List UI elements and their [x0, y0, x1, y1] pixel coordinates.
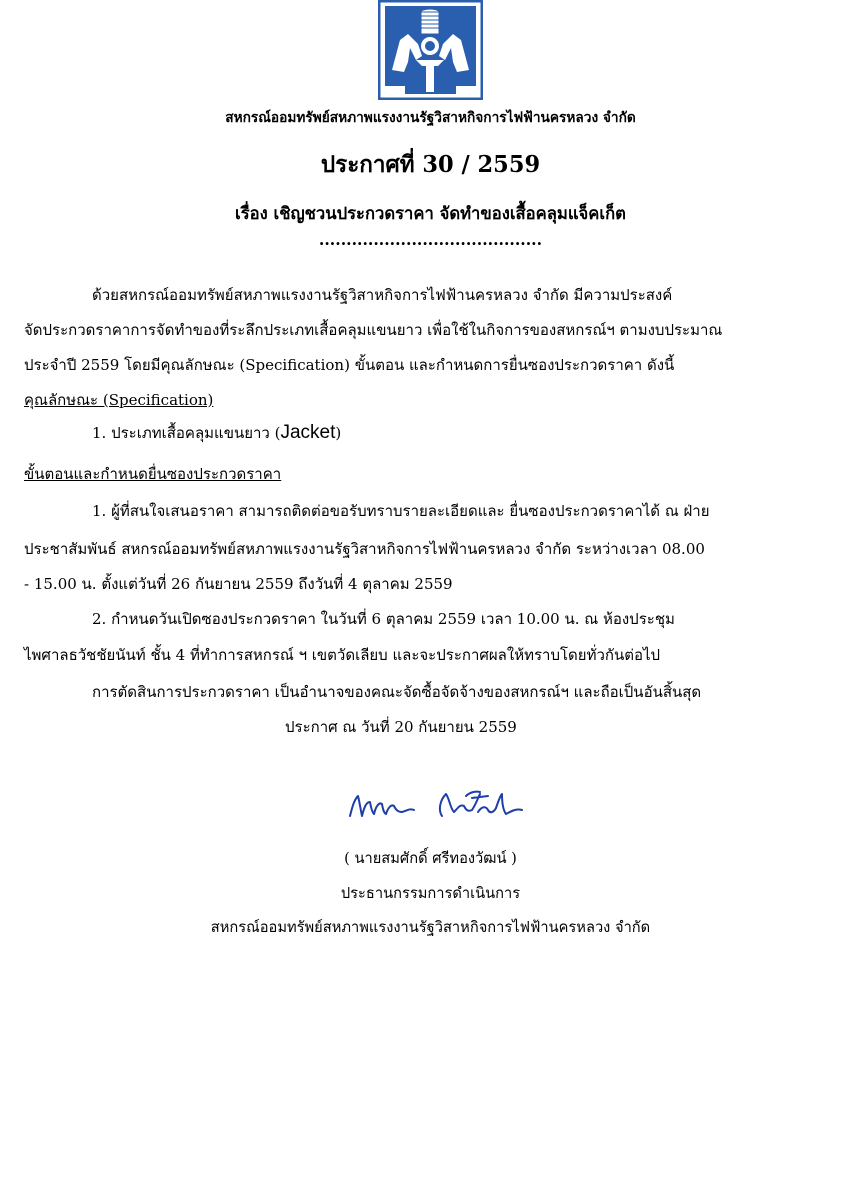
intro-line-2: จัดประกวดราคาการจัดทำของที่ระลึกประเภทเสื้อคลุมแขนยาว เพื่อใช้ในกิจการของสหกรณ์ฯ ตามงบประมาณ: [24, 321, 723, 339]
announcement-subject: เรื่อง เชิญชวนประกวดราคา จัดทำของเสื้อคลุมแจ็คเก็ต: [235, 204, 626, 224]
decision-line: การตัดสินการประกวดราคา เป็นอำนาจของคณะจัดซื้อจัดจ้างของสหกรณ์ฯ และถือเป็นอันสิ้นสุด: [92, 683, 702, 701]
step2-line-1: 2. กำหนดวันเปิดซองประกวดราคา ในวันที่ 6 ตุลาคม 2559 เวลา 10.00 น. ณ ห้องประชุม: [92, 610, 675, 628]
organization-header: สหกรณ์ออมทรัพย์สหภาพแรงงานรัฐวิสาหกิจการไฟฟ้านครหลวง จำกัด: [225, 110, 636, 126]
intro-line-3: ประจำปี 2559 โดยมีคุณลักษณะ (Specification) ขั้นตอน และกำหนดการยื่นซองประกวดราคา ดังนี้: [24, 356, 675, 374]
spec-heading: คุณลักษณะ (Specification): [24, 391, 214, 409]
spec-item: [92, 421, 341, 445]
announce-date: ประกาศ ณ วันที่ 20 กันยายน 2559: [285, 718, 517, 736]
separator-dots: .........................................: [318, 230, 543, 249]
step2-line-2: ไพศาลธวัชชัยนันท์ ชั้น 4 ที่ทำการสหกรณ์ ฯ เขตวัดเลียบ และจะประกาศผลให้ทราบโดยทั่วกันต่อไป: [24, 646, 661, 664]
spec-item-close: ): [335, 424, 342, 442]
announcement-title: ประกาศที่ 30 / 2559: [320, 151, 541, 178]
spec-item-text: 1. ประเภทเสื้อคลุมแขนยาว (: [92, 424, 281, 442]
signer-position: ประธานกรรมการดำเนินการ: [340, 884, 521, 902]
step1-line-1: 1. ผู้ที่สนใจเสนอราคา สามารถติดต่อขอรับทราบรายละเอียดและ ยื่นซองประกวดราคาได้ ณ ฝ่าย: [92, 502, 710, 520]
step1-line-2: ประชาสัมพันธ์ สหกรณ์ออมทรัพย์สหภาพแรงงานรัฐวิสาหกิจการไฟฟ้านครหลวง จำกัด ระหว่างเวลา 08.00: [24, 540, 705, 558]
step1-line-3: - 15.00 น. ตั้งแต่วันที่ 26 กันยายน 2559 ถึงวันที่ 4 ตุลาคม 2559: [24, 575, 453, 593]
handwritten-signature: [346, 786, 546, 826]
steps-heading: ขั้นตอนและกำหนดยื่นซองประกวดราคา: [24, 465, 282, 483]
intro-line-1: ด้วยสหกรณ์ออมทรัพย์สหภาพแรงงานรัฐวิสาหกิจการไฟฟ้านครหลวง จำกัด มีความประสงค์: [92, 286, 673, 304]
cooperative-logo: [378, 0, 483, 100]
signer-name: ( นายสมศักดิ์ ศรีทองวัฒน์ ): [344, 849, 517, 867]
signer-organization: สหกรณ์ออมทรัพย์สหภาพแรงงานรัฐวิสาหกิจการไฟฟ้านครหลวง จำกัด: [210, 918, 651, 936]
spec-item-highlight: Jacket: [280, 422, 336, 443]
